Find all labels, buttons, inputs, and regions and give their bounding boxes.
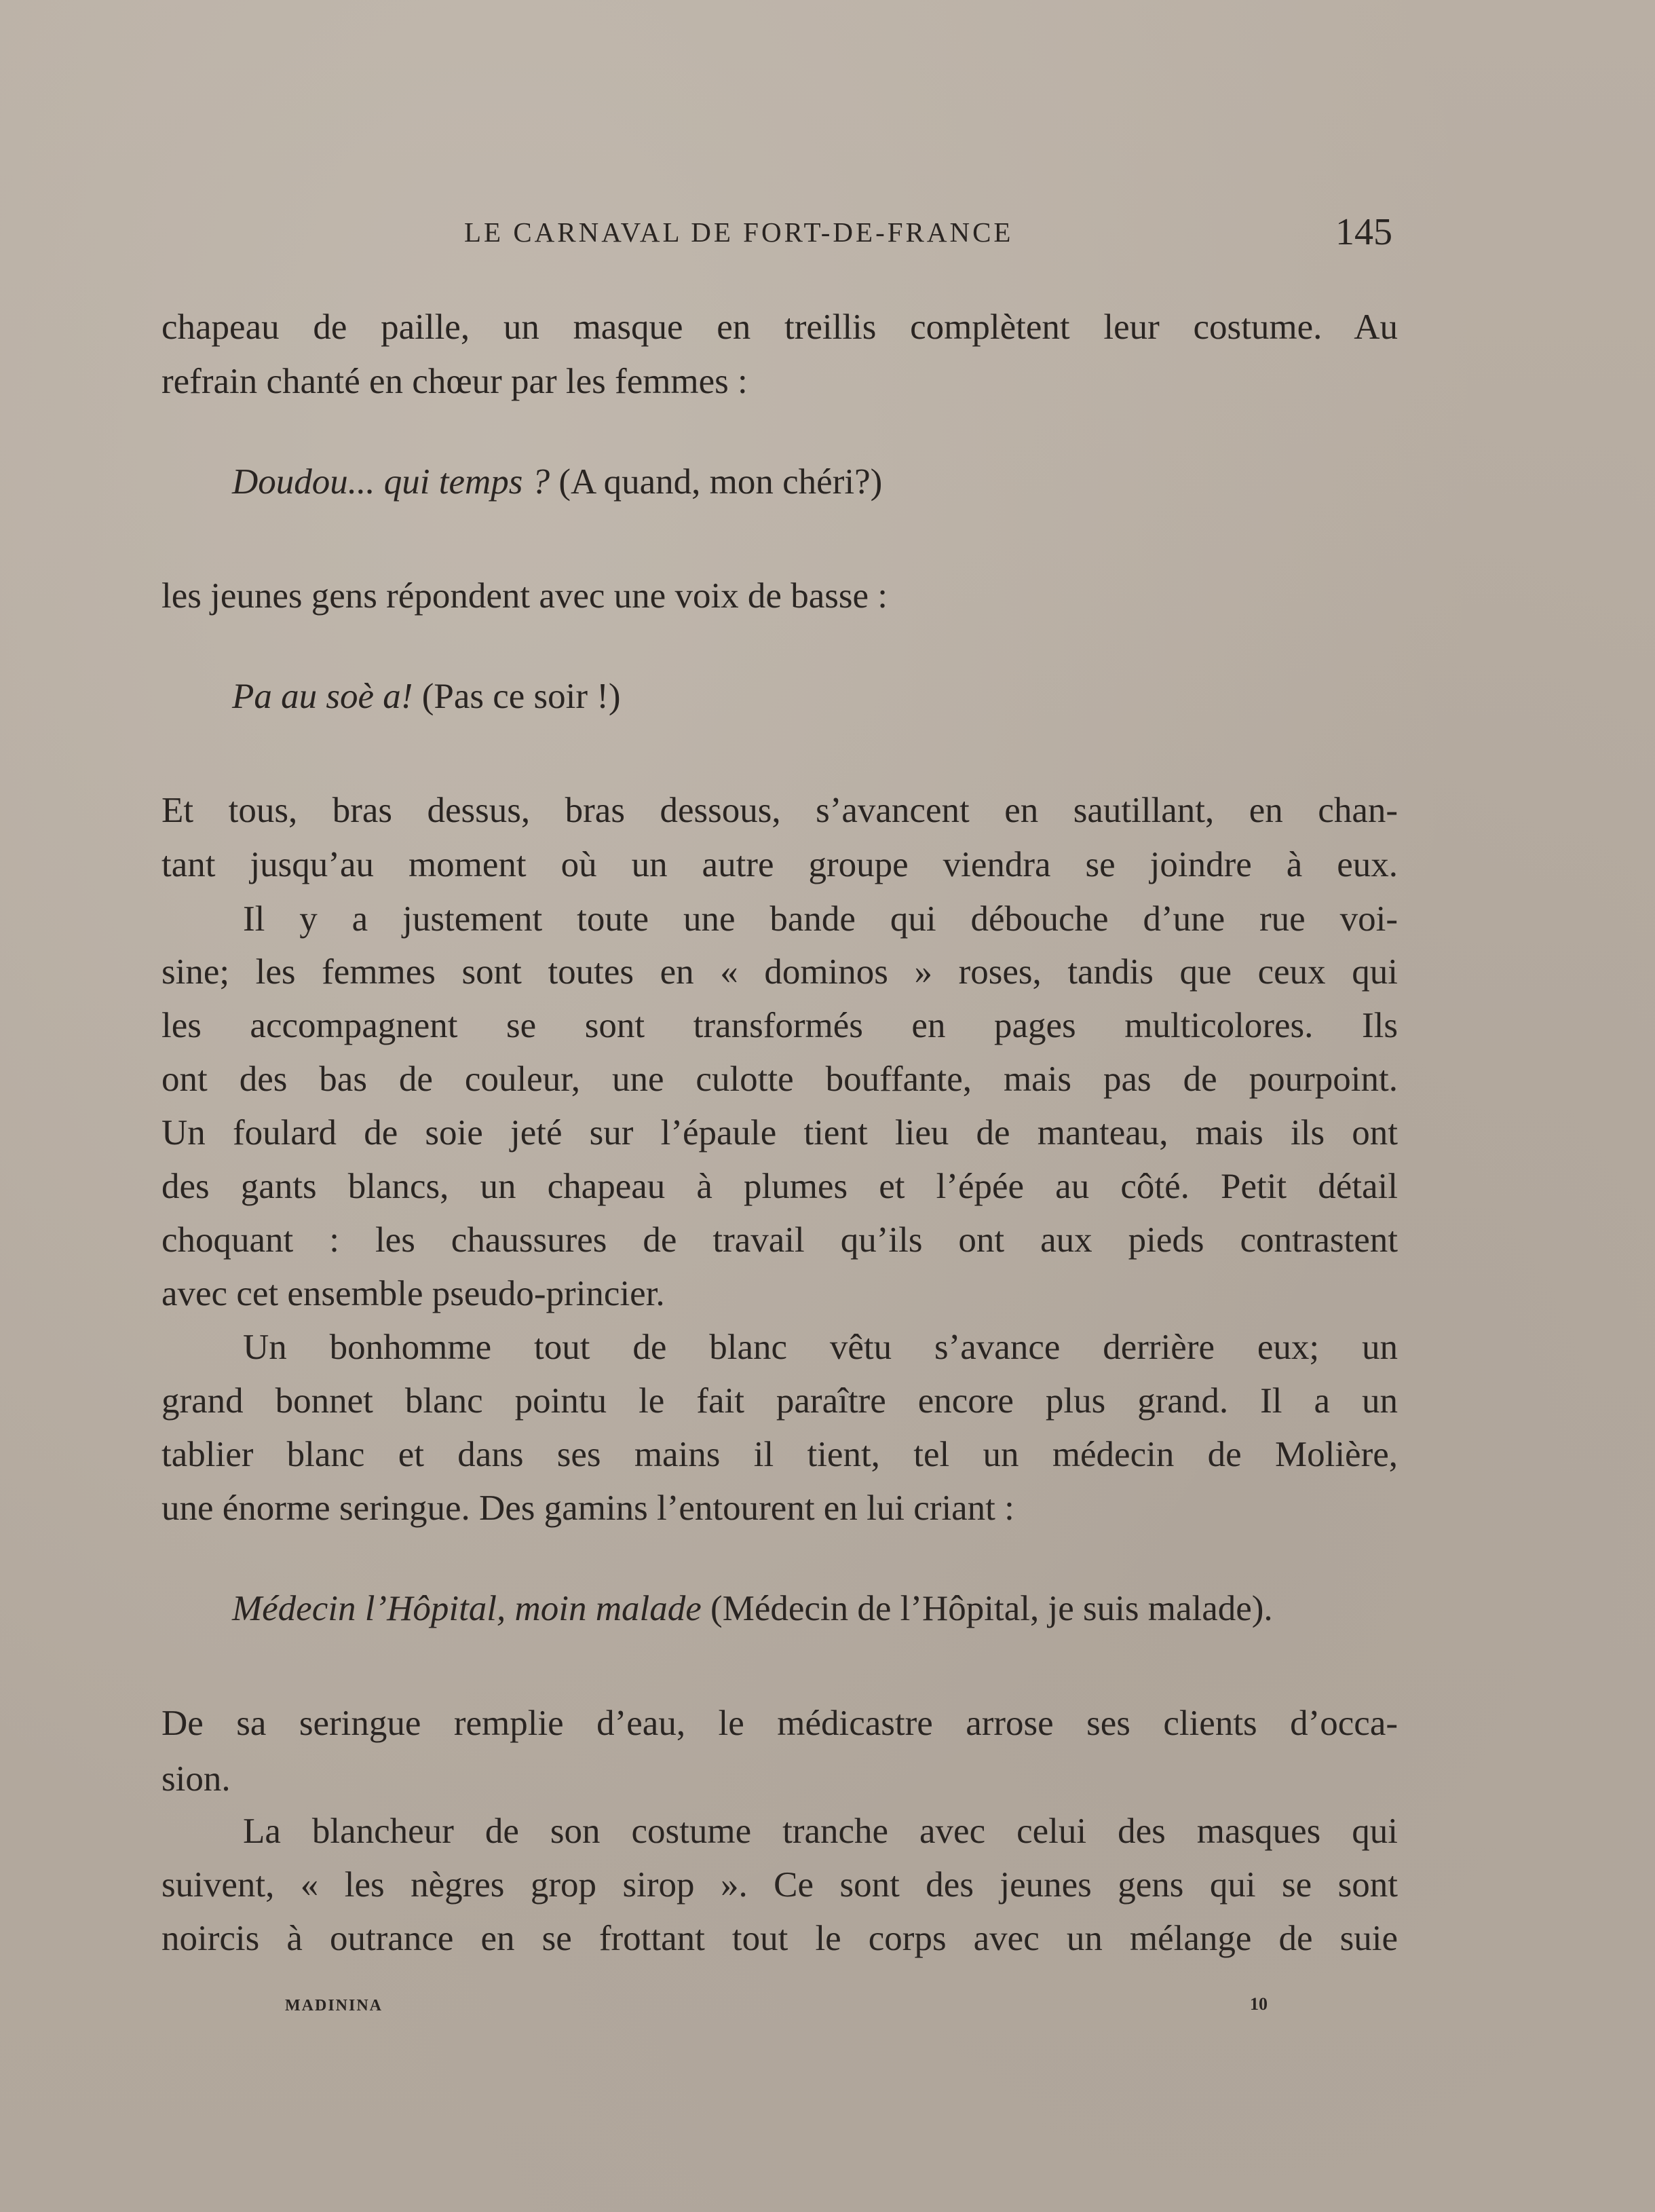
quote-pa-au-soe: [232, 679, 621, 715]
text-line-11: des gants blancs, un chapeau à plumes et l’épée au côté. Petit détail: [161, 1167, 1398, 1206]
running-title: LE CARNAVAL DE FORT-DE-FRANCE: [464, 217, 1014, 248]
quote-medecin: [232, 1591, 1273, 1627]
text-line-17: une énorme seringue. Des gamins l’entourent en lui criant :: [161, 1488, 1014, 1528]
quote-medecin-translation: (Médecin de l’Hôpital, je suis malade).: [701, 1589, 1273, 1628]
signature-mark: MADININA: [285, 1997, 383, 2014]
quote-medecin-creole: Médecin l’Hôpital, moin malade: [232, 1589, 702, 1628]
page-number: 145: [1335, 211, 1392, 253]
text-line-9: ont des bas de couleur, une culotte bouffante, mais pas de pourpoint.: [161, 1060, 1398, 1099]
quote-pa-au-soe-creole: Pa au soè a!: [232, 677, 413, 716]
text-line-16: tablier blanc et dans ses mains il tient, tel un médecin de Molière,: [161, 1435, 1398, 1474]
text-line-18: De sa seringue remplie d’eau, le médicastre arrose ses clients d’occa-: [161, 1704, 1398, 1743]
text-line-14: Un bonhomme tout de blanc vêtu s’avance derrière eux; un: [243, 1328, 1398, 1367]
sheet-number: 10: [1250, 1994, 1268, 2014]
text-line-8: les accompagnent se sont transformés en pages multicolores. Ils: [161, 1006, 1398, 1045]
quote-doudou-creole: Doudou... qui temps ?: [232, 462, 550, 502]
text-line-12: choquant : les chaussures de travail qu’ils ont aux pieds contrastent: [161, 1220, 1398, 1260]
quote-doudou-translation: (A quand, mon chéri?): [550, 462, 883, 502]
text-line-7: sine; les femmes sont toutes en « dominos » roses, tandis que ceux qui: [161, 952, 1398, 992]
text-line-1: chapeau de paille, un masque en treillis complètent leur costume. Au: [161, 307, 1398, 347]
text-line-2: refrain chanté en chœur par les femmes :: [161, 362, 748, 401]
text-line-4: Et tous, bras dessus, bras dessous, s’avancent en sautillant, en chan-: [161, 791, 1398, 830]
text-line-6: Il y a justement toute une bande qui débouche d’une rue voi-: [243, 899, 1398, 939]
text-line-15: grand bonnet blanc pointu le fait paraître encore plus grand. Il a un: [161, 1381, 1398, 1421]
text-line-5: tant jusqu’au moment où un autre groupe viendra se joindre à eux.: [161, 845, 1398, 884]
text-line-13: avec cet ensemble pseudo-princier.: [161, 1274, 665, 1313]
text-line-10: Un foulard de soie jeté sur l’épaule tient lieu de manteau, mais ils ont: [161, 1113, 1398, 1152]
text-line-20: La blancheur de son costume tranche avec celui des masques qui: [243, 1812, 1398, 1851]
quote-doudou: [232, 464, 882, 500]
text-line-21: suivent, « les nègres grop sirop ». Ce sont des jeunes gens qui se sont: [161, 1865, 1398, 1905]
quote-pa-au-soe-translation: (Pas ce soir !): [413, 677, 621, 716]
text-line-22: noircis à outrance en se frottant tout le corps avec un mélange de suie: [161, 1919, 1398, 1958]
text-line-19: sion.: [161, 1759, 231, 1799]
text-line-3: les jeunes gens répondent avec une voix de basse :: [161, 576, 888, 616]
